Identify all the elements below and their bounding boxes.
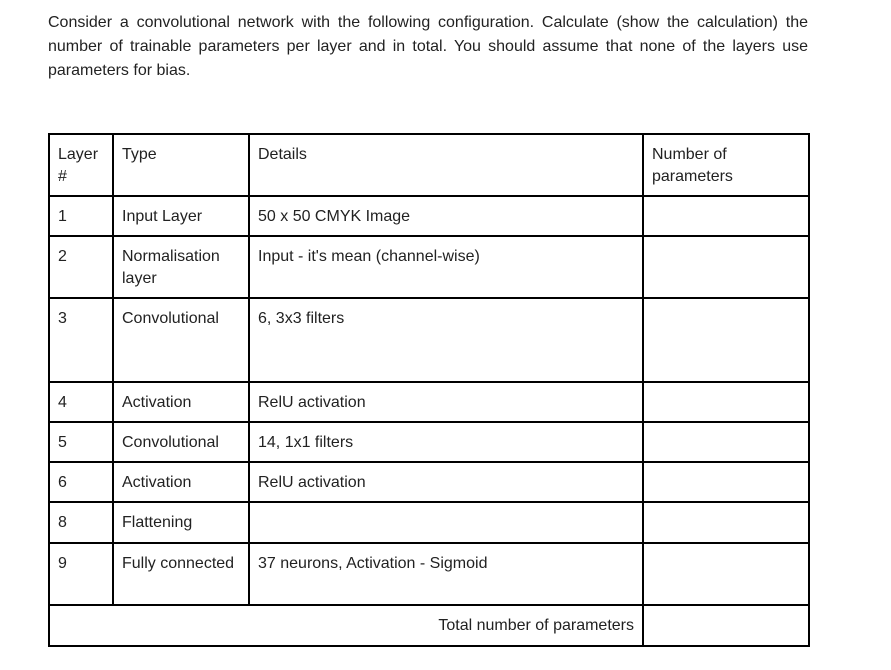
cell-layer: 3	[49, 298, 113, 382]
table-row	[49, 462, 809, 502]
cell-type: Activation	[113, 382, 249, 422]
cell-type: Activation	[113, 462, 249, 502]
table-row	[49, 196, 809, 236]
cell-layer: 1	[49, 196, 113, 236]
parameters-table	[48, 133, 810, 647]
cell-type: Convolutional	[113, 298, 249, 382]
cell-type: Fully connected	[113, 543, 249, 605]
cell-details: 37 neurons, Activation - Sigmoid	[249, 543, 643, 605]
cell-details	[249, 502, 643, 543]
cell-layer: 8	[49, 502, 113, 543]
table-row	[49, 382, 809, 422]
header-details: Details	[249, 134, 643, 196]
cell-number-of-parameters[interactable]	[643, 196, 809, 236]
header-number-of-parameters: Number of parameters	[643, 134, 809, 196]
cell-details: RelU activation	[249, 382, 643, 422]
cell-number-of-parameters[interactable]	[643, 543, 809, 605]
cell-type: Flattening	[113, 502, 249, 543]
table-row	[49, 502, 809, 543]
table-header-row	[49, 134, 809, 196]
cell-number-of-parameters[interactable]	[643, 382, 809, 422]
cell-layer: 5	[49, 422, 113, 462]
cell-number-of-parameters[interactable]	[643, 502, 809, 543]
cell-details: 14, 1x1 filters	[249, 422, 643, 462]
cell-details: Input - it's mean (channel-wise)	[249, 236, 643, 298]
question-text: Consider a convolutional network with the following configuration. Calculate (show the calculation) the number of trainable parameters per layer and in total. You should assume that none of the layers use parameters for bias.	[48, 14, 808, 79]
cell-number-of-parameters[interactable]	[643, 422, 809, 462]
cell-number-of-parameters[interactable]	[643, 462, 809, 502]
table-row	[49, 543, 809, 605]
cell-number-of-parameters[interactable]	[643, 298, 809, 382]
cell-number-of-parameters[interactable]	[643, 236, 809, 298]
cell-layer: 6	[49, 462, 113, 502]
table-row	[49, 298, 809, 382]
cell-type: Input Layer	[113, 196, 249, 236]
total-value[interactable]	[643, 605, 809, 646]
cell-details: RelU activation	[249, 462, 643, 502]
cell-layer: 2	[49, 236, 113, 298]
cell-type: Normalisation layer	[113, 236, 249, 298]
cell-layer: 9	[49, 543, 113, 605]
cell-type: Convolutional	[113, 422, 249, 462]
total-label: Total number of parameters	[49, 605, 643, 646]
table-row	[49, 422, 809, 462]
cell-details: 50 x 50 CMYK Image	[249, 196, 643, 236]
cell-layer: 4	[49, 382, 113, 422]
cell-details: 6, 3x3 filters	[249, 298, 643, 382]
total-row	[49, 605, 809, 646]
table-row	[49, 236, 809, 298]
header-layer: Layer #	[49, 134, 113, 196]
header-type: Type	[113, 134, 249, 196]
